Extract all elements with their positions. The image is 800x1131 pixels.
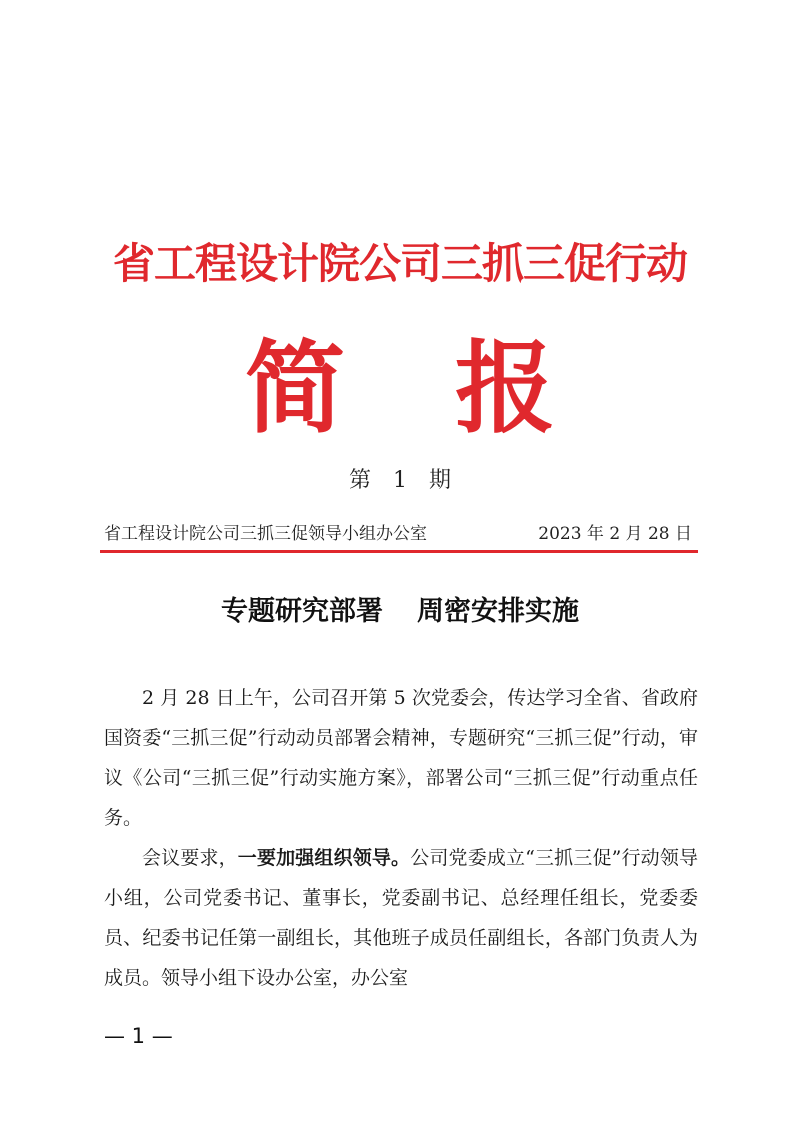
issuing-office: 省工程设计院公司三抓三促领导小组办公室 xyxy=(104,524,427,544)
page-number: — 1 — xyxy=(104,1024,173,1048)
paragraph-2-intro: 会议要求， xyxy=(142,847,238,869)
issue-number: 第 1 期 xyxy=(349,468,451,493)
red-divider-line xyxy=(100,550,698,553)
masthead-title-char-2: 报 xyxy=(455,329,555,447)
masthead-title-char-1: 简 xyxy=(245,329,345,447)
article-body xyxy=(104,678,698,998)
paragraph-1: 2 月 28 日上午，公司召开第 5 次党委会，传达学习全省、省政府国资委“三抓三促”行动动员部署会精神，专题研究“三抓三促”行动，审议《公司“三抓三促”行动实施方案》，部署公司“三抓三促”行动重点任务。 xyxy=(104,687,698,829)
article-headline xyxy=(0,592,800,632)
masthead-organization-title: 省工程设计院公司三抓三促行动 xyxy=(112,239,687,288)
masthead-title xyxy=(0,318,800,458)
paragraph-2-body: 公司党委成立“三抓三促”行动领导小组，公司党委书记、董事长，党委副书记、总经理任组长，党委委员、纪委书记任第一副组长，其他班子成员任副组长，各部门负责人为成员。领导小组下设办公室，办公室 xyxy=(104,847,698,989)
issuer-line xyxy=(100,520,696,548)
paragraph-2 xyxy=(104,838,698,998)
headline-part-2: 周密安排实施 xyxy=(417,596,579,627)
headline-part-1: 专题研究部署 xyxy=(221,596,383,627)
paragraph-2-emphasis: 一要加强组织领导。 xyxy=(237,847,411,869)
issue-date: 2023 年 2 月 28 日 xyxy=(538,524,692,544)
